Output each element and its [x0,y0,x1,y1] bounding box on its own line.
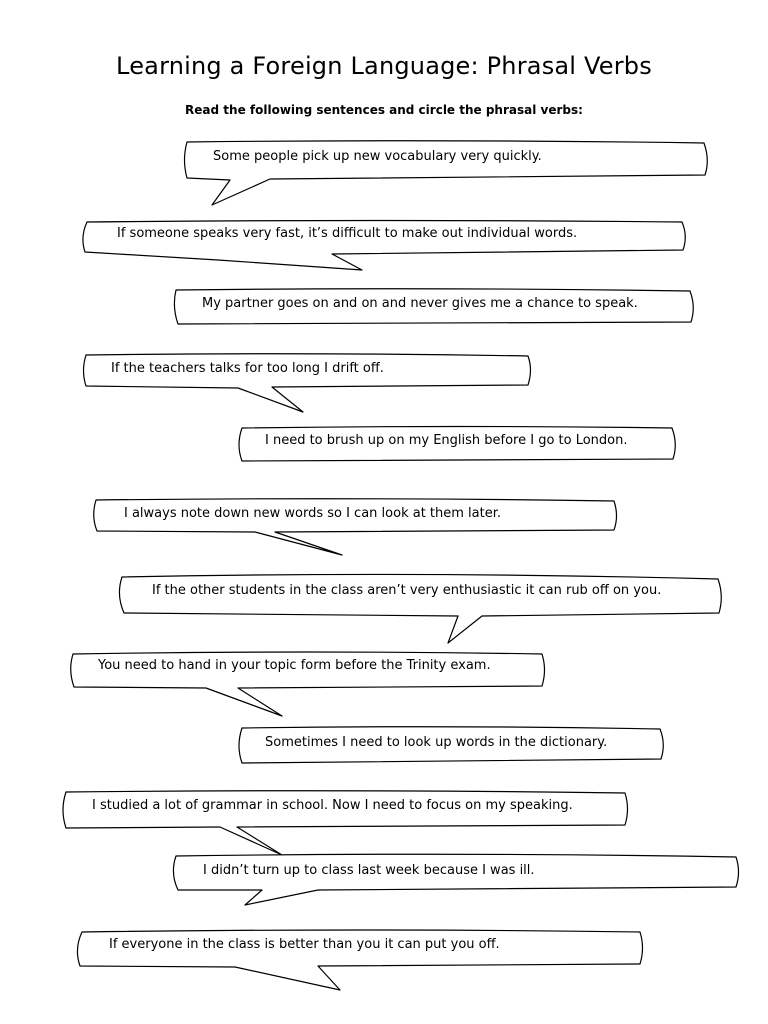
sentence-text: You need to hand in your topic form before the Trinity exam. [98,658,491,673]
sentence-text: I didn’t turn up to class last week because I was ill. [203,863,535,878]
sentence-text: My partner goes on and on and never gives me a chance to speak. [202,296,638,311]
sentence-text: I need to brush up on my English before I go to London. [265,433,628,448]
sentence-text: If the teachers talks for too long I drift off. [111,361,384,376]
sentence-text: I always note down new words so I can look at them later. [124,506,502,521]
sentence-text: Sometimes I need to look up words in the dictionary. [265,735,608,750]
sentence-text: If the other students in the class aren’t very enthusiastic it can rub off on you. [152,583,662,598]
sentence-text: I studied a lot of grammar in school. Now I need to focus on my speaking. [92,798,573,813]
sentence-text: Some people pick up new vocabulary very quickly. [213,149,542,164]
sentence-text: If someone speaks very fast, it’s difficult to make out individual words. [117,226,578,241]
sentence-text: If everyone in the class is better than you it can put you off. [109,937,500,952]
page-title: Learning a Foreign Language: Phrasal Verbs [116,52,652,80]
instruction: Read the following sentences and circle the phrasal verbs: [185,103,583,117]
speech-bubble [173,854,738,905]
